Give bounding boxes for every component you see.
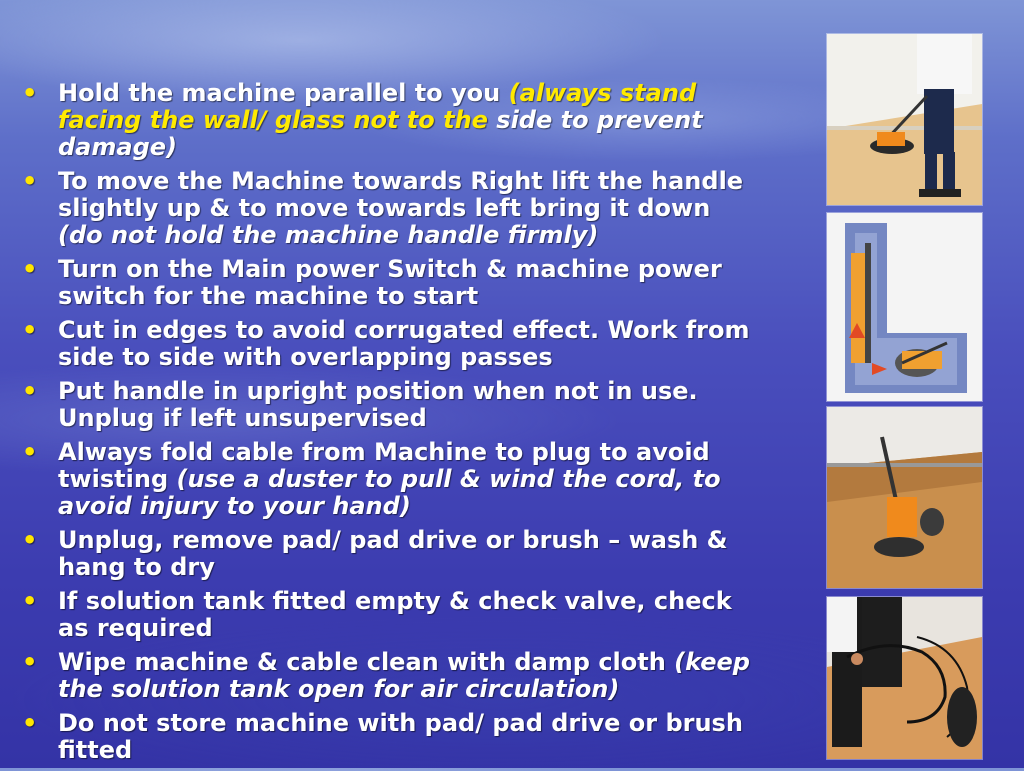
bullet-text: Hold the machine parallel to you [58,79,509,107]
bullet-item-7 [22,527,762,581]
bullet-item-3 [22,256,762,310]
floor-machine-on-wooden-floor-photo [827,407,982,588]
person-winding-cable-image [827,597,982,759]
bullet-emphasis: (keep the solution tank open for air circulation) [58,648,750,703]
bullet-dot-icon: • [22,167,38,195]
bullet-text: To move the Machine towards Right lift the handle slightly up & to move towards left bring it down [58,167,744,222]
bullet-text: Turn on the Main power Switch & machine power switch for the machine to start [58,255,722,310]
bullet-item-6 [22,439,762,520]
person-operating-floor-machine-photo [827,34,982,205]
bullet-dot-icon: • [22,526,38,554]
machine-movement-diagram-image [827,213,982,401]
bullet-dot-icon: • [22,587,38,615]
bullet-emphasis-yellow: (always stand facing the wall/ glass not to the [58,79,697,134]
bullet-dot-icon: • [22,648,38,676]
bullet-text: Cut in edges to avoid corrugated effect. Work from side to side with overlapping passes [58,316,750,371]
floor-machine-on-wooden-floor-image [827,407,982,588]
bullet-text: Wipe machine & cable clean with damp cloth [58,648,675,676]
bullet-text: Always fold cable from Machine to plug to avoid twisting [58,438,710,493]
bullet-item-9 [22,649,762,703]
bullet-text: Unplug, remove pad/ pad drive or brush – wash & hang to dry [58,526,728,581]
bullet-emphasis: side to prevent damage) [58,106,703,161]
bullet-text: If solution tank fitted empty & check valve, check as required [58,587,732,642]
bullet-emphasis: (do not hold the machine handle firmly) [58,221,599,249]
bullet-item-4 [22,317,762,371]
bullet-dot-icon: • [22,709,38,737]
bullet-dot-icon: • [22,377,38,405]
bullet-dot-icon: • [22,316,38,344]
bullet-item-1 [22,80,762,161]
bullet-text: Do not store machine with pad/ pad drive or brush fitted [58,709,743,764]
bullet-item-8 [22,588,762,642]
machine-movement-diagram-photo [827,213,982,401]
bullet-item-10 [22,710,762,764]
bullet-list [22,80,762,771]
person-winding-cable-photo [827,597,982,759]
person-operating-floor-machine-image [827,34,982,205]
bullet-dot-icon: • [22,79,38,107]
bullet-dot-icon: • [22,255,38,283]
bullet-item-5 [22,378,762,432]
bullet-item-2 [22,168,762,249]
bullet-text: Put handle in upright position when not in use. Unplug if left unsupervised [58,377,698,432]
bullet-emphasis: (use a duster to pull & wind the cord, to avoid injury to your hand) [58,465,721,520]
bullet-dot-icon: • [22,438,38,466]
